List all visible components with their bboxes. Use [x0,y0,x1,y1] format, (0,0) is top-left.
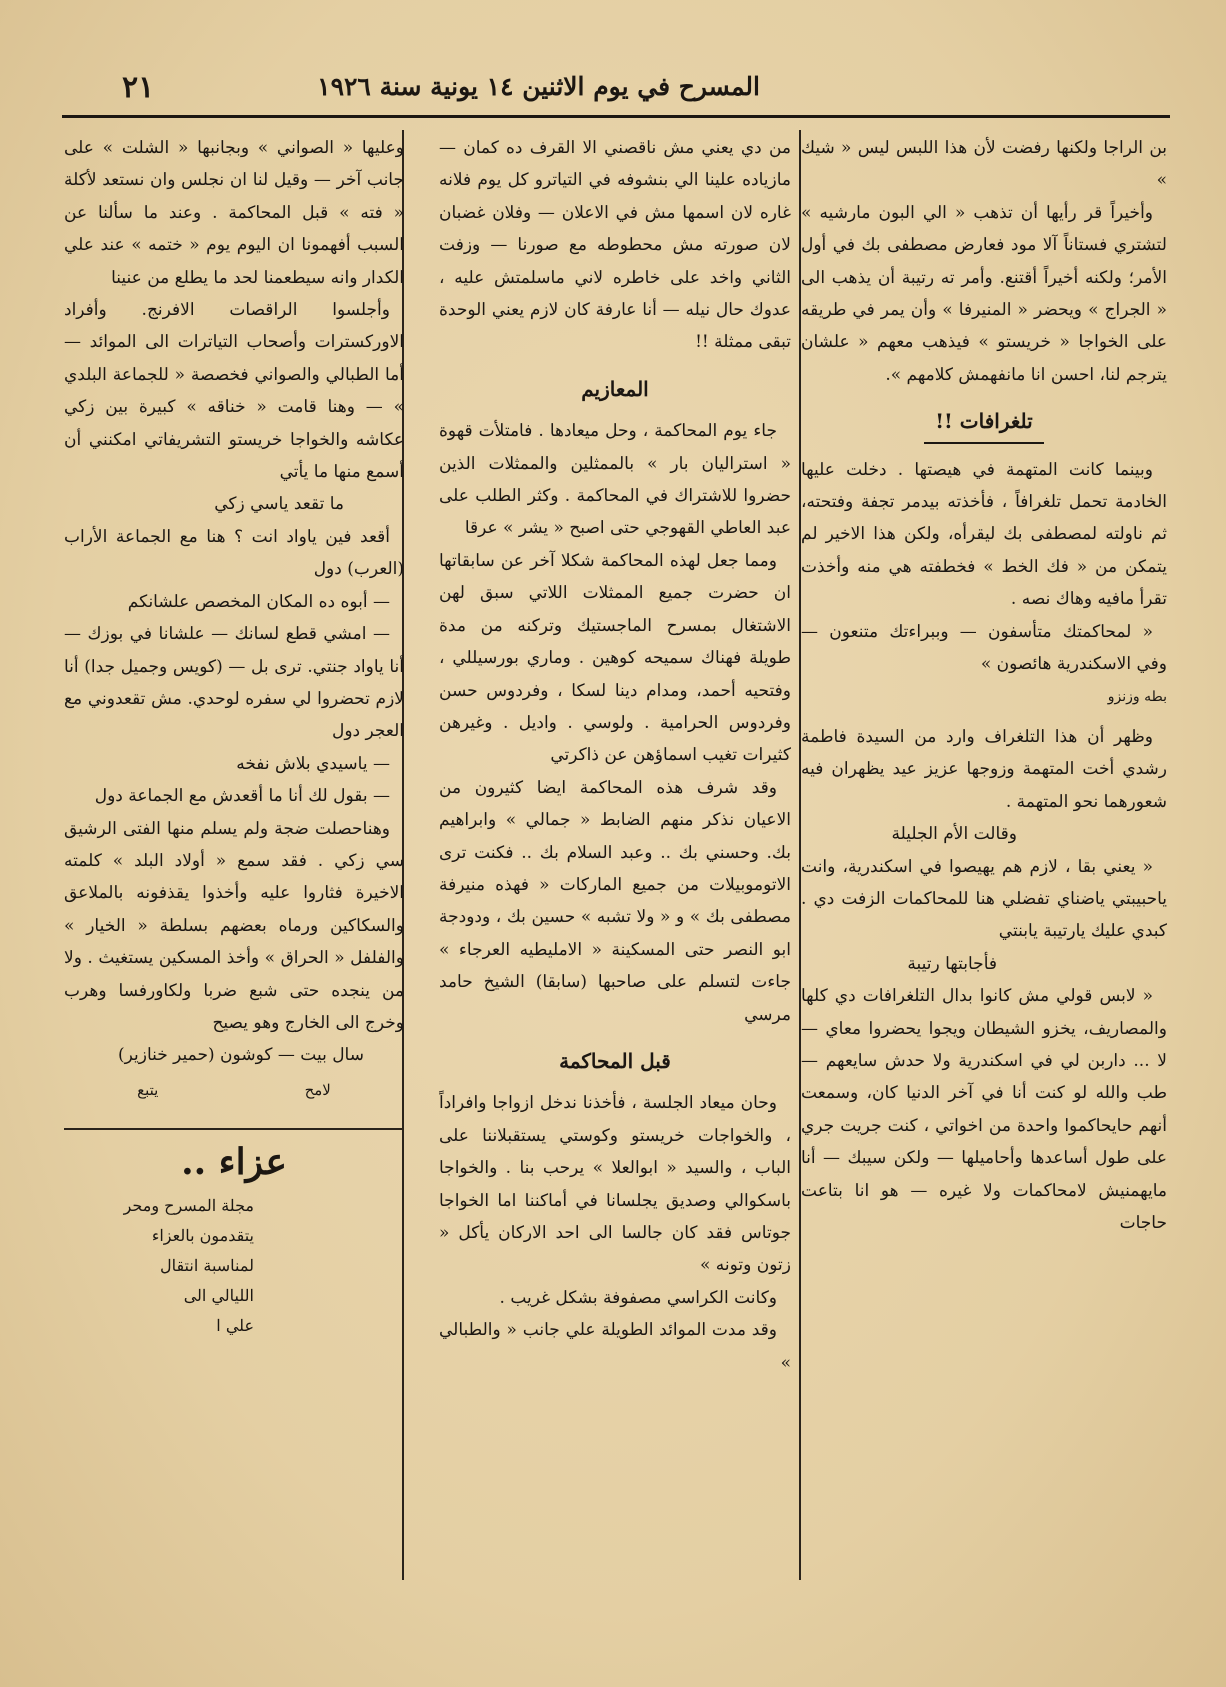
condolence-line: يتقدمون بالعزاء [151,1225,254,1245]
dialogue-line: — ياسيدي بلاش نفخه [236,753,390,774]
article-column-middle [439,132,791,1582]
paragraph: وأخيراً قر رأيها أن تذهب « الي البون مارشيه » لتشتري فستاناً آلا مود فعارض مصطفى بك في أول الأمر؛ ولكنه أخيراً أقتنع. وأمر ته رتيبة أن يذهب الى « الجراج » ويحضر « المنيرفا » وأن يمر في طريقه على الخواجا « خريستو » فيذهب معهم « علشان يترجم لنا، احسن انا مانفهمش كلامهم ». [801,202,1167,385]
paragraph: وحان ميعاد الجلسة ، فأخذنا ندخل ازواجا وافراداً ، والخواجات خريستو وكوستي يستقبلاننا على الباب ، والسيد « ابوالعلا » يرحب بنا . والخواجا باسكوالي وصديق يجلسانا في أماكننا اما الخواجا جوتاس فقد كان جالسا الى احد الاركان يأكل « زتون وتونه » [439,1093,791,1276]
condolence-divider [64,1128,404,1130]
paragraph: وقالت الأم الجليلة [891,824,1017,845]
page-number: ٢١ [122,70,155,105]
dialogue-line: أقعد فين ياواد انت ؟ هنا مع الجماعة الأراب (العرب) دول [64,526,404,580]
dialogue-line: — امشي قطع لسانك — علشانا في بوزك — أنا ياواد جنتي. ترى بل — (كويس وجميل جدا) أنا لازم تحضروا لي سفره لوحدي. مش تقعدوني مع العجر دول [64,624,404,742]
paragraph: وظهر أن هذا التلغراف وارد من السيدة فاطمة رشدي أخت المتهمة وزوجها عزيز عيد يظهران فيه شعورهما نحو المتهمة . [801,726,1167,812]
condolence-line: الليالي الى [183,1285,254,1305]
paragraph: ومما جعل لهذه المحاكمة شكلا آخر عن سابقاتها ان حضرت جميع الممثلات اللاتي سبق لهن الاشتغال بمسرح الماجستيك وتركنه من مدة طويلة فهناك سميحه كوهين . وماري بورسيللي ، وفتحيه أحمد، ومدام دينا لسكا ، وفردوس حسن وفردوس الحرامية . ولوسي . واديل . وغيرهن كثيرات تغيب اسماؤهن عن ذاكرتي [439,550,791,766]
section-heading-guests: المعازيم [581,376,649,401]
paragraph: « يعني بقا ، لازم هم يهيصوا في اسكندرية، وانت ياحبيبتي ياضناي تفضلي هنا للمحاكمات الزفت دي . كبدي عليك يارتيبة يابنتي [801,856,1167,942]
article-column-right [801,132,1167,1582]
paragraph: وكانت الكراسي مصفوفة بشكل غريب . [499,1287,777,1308]
article-column-left [64,132,404,1582]
article-footer [64,1074,404,1106]
running-title: المسرح في يوم الاثنين ١٤ يونية سنة ١٩٢٦ [317,72,760,101]
paragraph: وبينما كانت المتهمة في هيصتها . دخلت عليها الخادمة تحمل تلغرافاً ، فأخذته بيدمر تجفة وفتحته، ثم ناولته لمصطفى بك ليقرأه، ولكن هذا الاخير لم يتمكن من « فك الخط » فخطفته هي منه وأخذت تقرأ مافيه وهاك نصه . [801,459,1167,610]
paragraph: وقد مدت الموائد الطويلة علي جانب « والطبالي » [439,1320,791,1373]
page-header [62,70,1170,114]
paragraph: « لابس قولي مش كانوا بدال التلغرافات دي كلها والمصاريف، يخزو الشيطان ويجوا يحضروا معاي — لا ... داربن لي في اسكندرية ولا حدش سايعهم — طب والله لو كنت أنا في آخر الدنيا كان، وسمعت أنهم حايحاكموا واحدة من اخواتي ، كنت جريت جري على طول أساعدها وأحاميلها — ولكن سيبك — أنا مايهمنيش لامحاكمات ولا غيره — هو انا بتاعت حاجات [801,986,1167,1233]
dialogue-line: — بقول لك أنا ما أقعدش مع الجماعة دول [94,786,390,807]
paragraph: وقد شرف هذه المحاكمة ايضا كثيرون من الاعيان نذكر منهم الضابط « جمالي » وابراهيم بك. وحسني بك .. وعبد السلام بك .. فكنت ترى الاتوموبيلات من جميع الماركات « فهذه منيرفة مصطفى بك » و « ولا تشبه » حسين بك ، ودودجة ابو النصر حتى المسكينة « الامليطيه العرجاء » جاءت لتسلم على صاحبها (سابقا) الشيخ حامد مرسي [439,777,791,1025]
condolence-line: لمناسبة انتقال [159,1255,254,1275]
paragraph: جاء يوم المحاكمة ، وحل ميعادها . فامتلأت قهوة « استراليان بار » بالممثلين والممثلات الذين حضروا للاشتراك في المحاكمة . وكثر الطلب على عبد العاطي القهوجي حتى اصبح « يشر » عرقا [439,421,791,539]
telegram-text: « لمحاكمتك متأسفون — وببراءتك متنعون — وفي الاسكندرية هائصون » [801,621,1167,675]
dialogue-line: — أبوه ده المكان المخصص علشانكم [127,591,390,612]
section-heading-before-trial: قبل المحاكمة [559,1048,671,1073]
section-heading-telegrams: تلغرافات !! [801,405,1167,443]
paragraph: فأجابتها رتيبة [907,953,997,974]
to-be-continued: يتبع [137,1080,159,1099]
condolence-title: عزاء .. [181,1141,287,1184]
paragraph: وعليها « الصواني » وبجانبها « الشلت » على جانب آخر — وقيل لنا ان نجلس وان نستعد لأكلة « فته » قبل المحاكمة . وعند ما سألنا عن السبب أفهمونا ان اليوم يوم « ختمه » عند علي الكدار وانه سيطعمنا لحد ما يطلع من عنينا [64,138,404,288]
paragraph: بن الراجا ولكنها رفضت لأن هذا اللبس ليس « شيك » [801,138,1167,191]
heading-underline [924,442,1044,444]
paragraph: وهناحصلت ضجة ولم يسلم منها الفتى الرشيق سي زكي . فقد سمع « أولاد البلد » كلمته الاخيرة فثاروا عليه وأخذوا يقذفونه بالملاعق والسكاكين ورماه بعضهم بسلطة « الخيار » والفلفل « الحراق » وأخذ المسكين يستغيث . ولا من ينجده حتى شبع ضربا ولكاورفسا وهرب وخرج الى الخارج وهو يصيح [64,818,404,1033]
telegram-signature: بطه وزنزو [1107,688,1167,705]
paragraph: من دي يعني مش ناقصني الا القرف ده كمان — مازياده علينا الي بنشوفه في التياترو كل يوم فلانه غاره لان اسمها مش في الاعلان — وفلان غضبان لان صورته مش محطوطه مع صورنا — وزفت الثاني واخد على خاطره لاني ماسلمتش عليه ، عدوك حال نيله — أنا عارفة كان لازم يعني الوحدة تبقى ممثلة !! [439,138,791,353]
condolence-line: مجلة المسرح ومحر [123,1195,254,1215]
condolence-line: علي ا [216,1315,254,1335]
paragraph: وأجلسوا الراقصات الافرنج. وأفراد الاوركسترات وأصحاب التياترات الى الموائد — أما الطبالي والصواني فخصصة « للجماعة البلدي » — وهنا قامت « خناقه » كبيرة بين زكي عكاشه والخواجا خريستو التشريفاتي امكنني أن أسمع منها ما يأتي [64,300,404,483]
header-rule [62,115,1170,118]
author-signature: لامح [304,1080,331,1099]
dialogue-line: ما تقعد ياسي زكي [214,494,344,515]
dialogue-line: سال بيت — كوشون (حمير خنازير) [118,1045,364,1066]
